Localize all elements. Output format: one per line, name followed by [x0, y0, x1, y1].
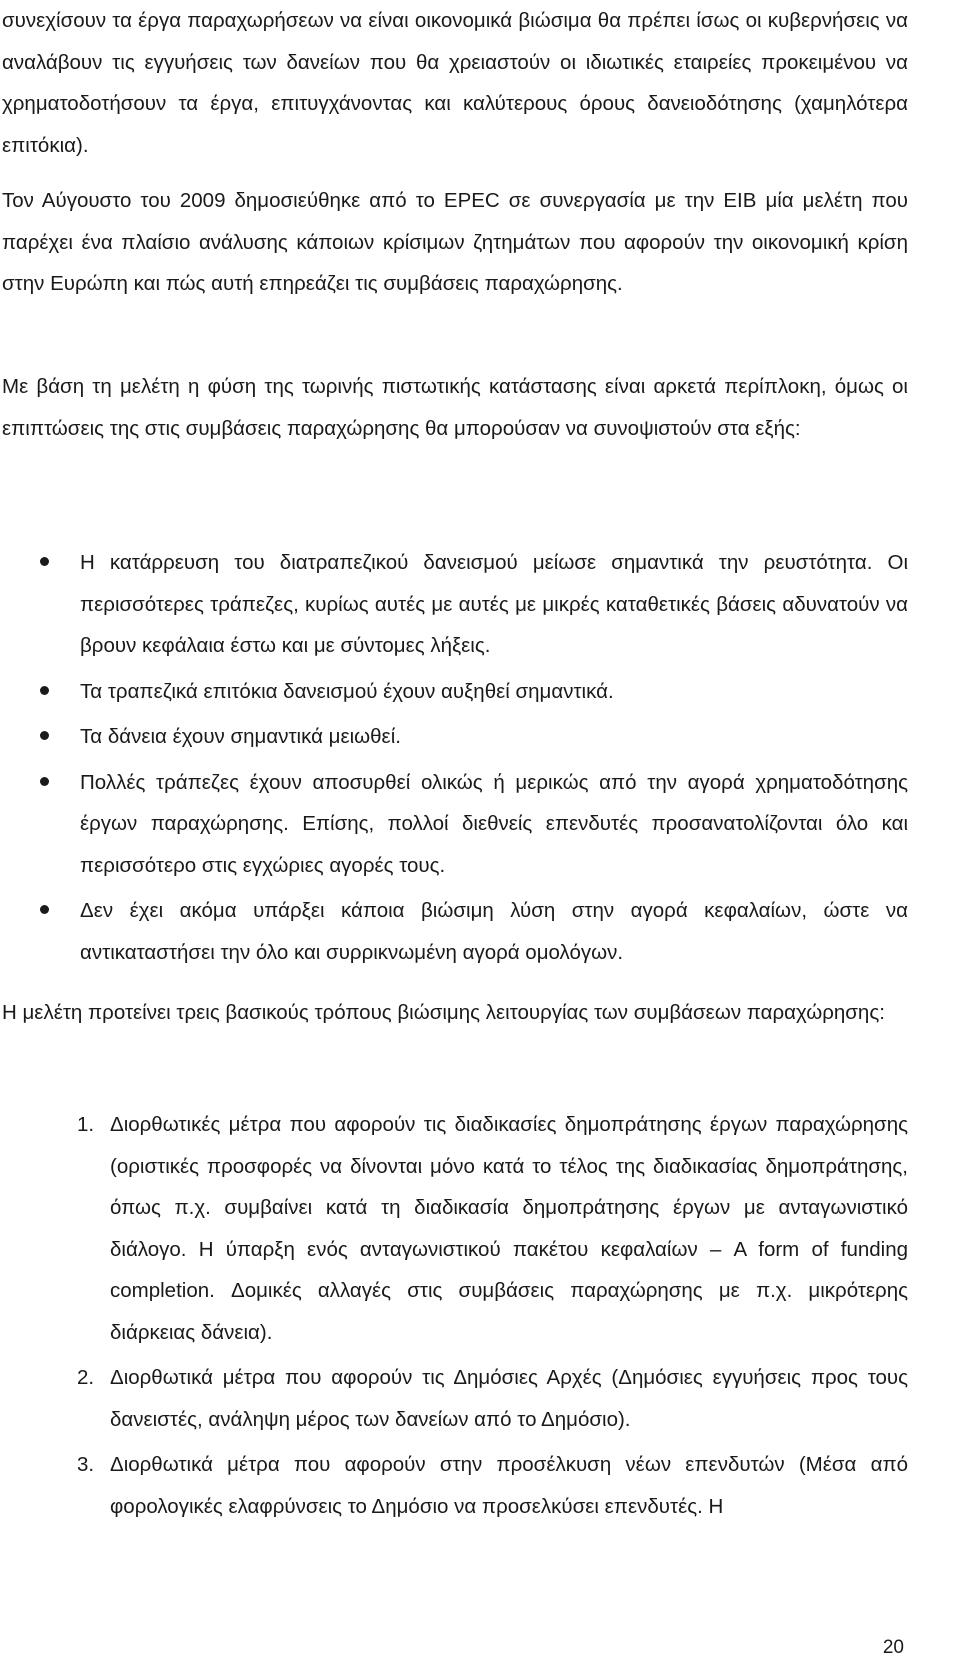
list-number: 2.: [77, 1366, 95, 1389]
bullet-text: Τα δάνεια έχουν σημαντικά μειωθεί.: [80, 725, 401, 748]
proposals-numbered-list: [0, 1104, 908, 1531]
numbered-text: Διορθωτικά μέτρα που αφορούν τις Δημόσιες Αρχές (Δημόσιες εγγυήσεις προς τους δανειστές, ανάληψη μέρος των δανείων από το Δημόσιο).: [110, 1366, 908, 1431]
numbered-item: [0, 1444, 908, 1527]
bullet-item: [0, 671, 908, 713]
bullet-dot-icon: [40, 777, 49, 786]
paragraph-credit-situation: Με βάση τη μελέτη η φύση της τωρινής πιστωτικής κατάστασης είναι αρκετά περίπλοκη, όμως οι επιπτώσεις της στις συμβάσεις παραχώρησης θα μπορούσαν να συνοψιστούν στα εξής:: [2, 375, 908, 440]
paragraph-loan-guarantees: συνεχίσουν τα έργα παραχωρήσεων να είναι οικονομικά βιώσιμα θα πρέπει ίσως οι κυβερνήσεις να αναλάβουν τις εγγυήσεις των δανείων που θα χρειαστούν οι ιδιωτικές εταιρείες προκειμένου να χρηματοδοτήσουν τα έργα, επιτυγχάνοντας και καλύτερους όρους δανειοδότησης (χαμηλότερα επιτόκια).: [2, 9, 908, 157]
list-number: 1.: [77, 1113, 95, 1136]
paragraph-epec-study: Τον Αύγουστο του 2009 δημοσιεύθηκε από το EPEC σε συνεργασία με την EIB μία μελέτη που παρέχει ένα πλαίσιο ανάλυσης κάποιων κρίσιμων ζητημάτων που αφορούν την οικονομική κρίση στην Ευρώπη και πώς αυτή επηρεάζει τις συμβάσεις παραχώρησης.: [2, 189, 908, 295]
bullet-item: [0, 762, 908, 887]
numbered-item: [0, 1104, 908, 1353]
bullet-text: Τα τραπεζικά επιτόκια δανεισμού έχουν αυξηθεί σημαντικά.: [80, 679, 614, 703]
numbered-text: Διορθωτικά μέτρα που αφορούν στην προσέλκυση νέων επενδυτών (Μέσα από φορολογικές ελαφρύνσεις το Δημόσιο να προσελκύσει επενδυτές. Η: [110, 1453, 908, 1518]
bullet-item: [0, 542, 908, 667]
bullet-dot-icon: [40, 686, 49, 695]
bullet-dot-icon: [40, 905, 49, 914]
numbered-item: [0, 1357, 908, 1440]
impacts-bullet-list: [0, 542, 908, 977]
bullet-text: Η κατάρρευση του διατραπεζικού δανεισμού μείωσε σημαντικά την ρευστότητα. Οι περισσότερες τράπεζες, κυρίως αυτές με αυτές με μικρές καταθετικές βάσεις αδυνατούν να βρουν κεφάλαια έστω και με σύντομες λήξεις.: [80, 551, 908, 657]
paragraph-proposals: Η μελέτη προτείνει τρεις βασικούς τρόπους βιώσιμης λειτουργίας των συμβάσεων παραχώρησης:: [2, 1001, 885, 1024]
bullet-text: Πολλές τράπεζες έχουν αποσυρθεί ολικώς ή μερικώς από την αγορά χρηματοδότησης έργων παραχώρησης. Επίσης, πολλοί διεθνείς επενδυτές προσανατολίζονται όλο και περισσότερο στις εγχώριες αγορές τους.: [80, 770, 908, 877]
bullet-item: [0, 716, 908, 758]
list-number: 3.: [77, 1453, 95, 1476]
bullet-dot-icon: [40, 557, 49, 566]
numbered-text: Διορθωτικές μέτρα που αφορούν τις διαδικασίες δημοπράτησης έργων παραχώρησης (οριστικές προσφορές να δίνονται μόνο κατά το τέλος της διαδικασίας δημοπράτησης, όπως π.χ. συμβαίνει κατά τη διαδικασία δημοπράτησης έργων με ανταγωνιστικό διάλογο. Η ύπαρξη ενός ανταγωνιστικού πακέτου κεφαλαίων – A form of funding completion. Δομικές αλλαγές στις συμβάσεις παραχώρησης με π.χ. μικρότερης διάρκειας δάνεια).: [110, 1113, 908, 1344]
page-number: 20: [882, 1637, 904, 1658]
bullet-item: [0, 890, 908, 973]
bullet-dot-icon: [40, 731, 49, 740]
bullet-text: Δεν έχει ακόμα υπάρξει κάποια βιώσιμη λύση στην αγορά κεφαλαίων, ώστε να αντικαταστήσει την όλο και συρρικνωμένη αγορά ομολόγων.: [80, 899, 908, 964]
